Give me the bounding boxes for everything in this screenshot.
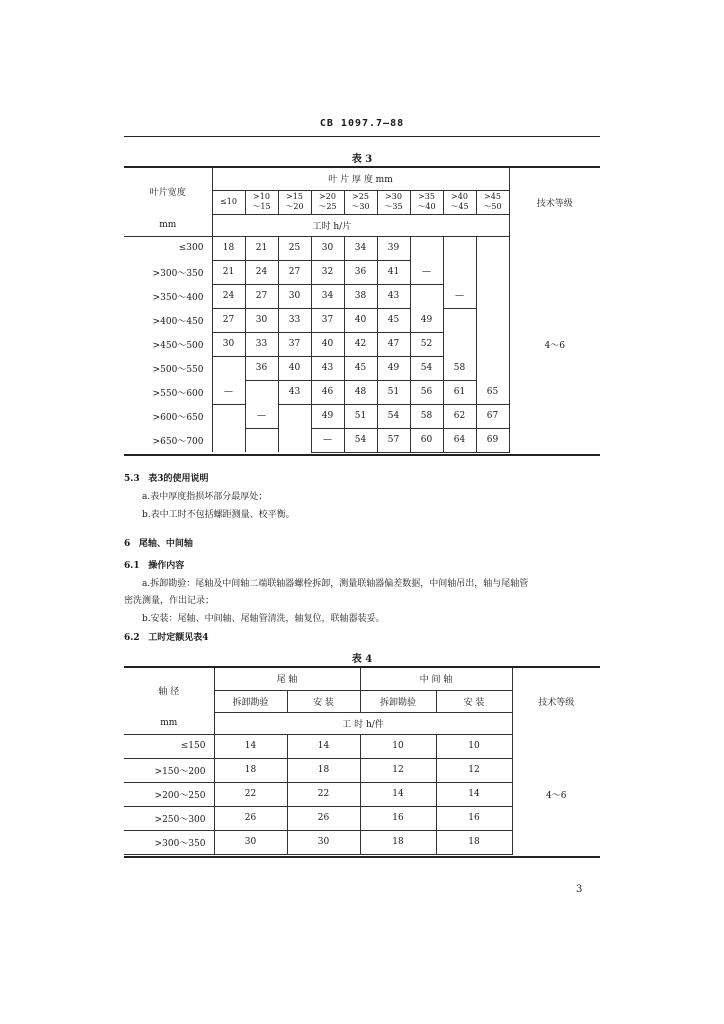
table3-grade-header: 技术等级 xyxy=(509,168,600,236)
table3-cell: 27 xyxy=(212,308,245,332)
section-5-3-heading xyxy=(124,471,209,484)
table3-col-header: >10 ～15 xyxy=(245,190,278,214)
table3 xyxy=(124,168,600,453)
table3-cell: — xyxy=(311,428,344,452)
table4-grade-header: 技术等级 xyxy=(512,668,600,734)
table4-cell: 22 xyxy=(214,782,287,806)
table3-cell: 30 xyxy=(245,308,278,332)
section-6-1-title: 操作内容 xyxy=(148,561,185,571)
table3-cell xyxy=(476,260,509,284)
table3-row-label: >550～600 xyxy=(152,388,204,399)
table4-grade-value: 4～6 xyxy=(512,734,600,854)
table3-cell xyxy=(476,308,509,332)
table3-cell: 52 xyxy=(410,332,443,356)
table4-cell: 10 xyxy=(360,734,436,758)
table3-cell: 43 xyxy=(311,356,344,380)
table3-cell: 61 xyxy=(443,380,476,404)
section-6-2-number: 6.2 xyxy=(124,633,140,643)
table3-cell: 51 xyxy=(377,380,410,404)
table4-cell: 26 xyxy=(214,806,287,830)
table3-cell: 36 xyxy=(245,356,278,380)
table4-sub-header: 拆卸勘验 xyxy=(360,690,436,712)
table3-cell: 54 xyxy=(344,428,377,452)
table3-cell: 27 xyxy=(278,260,311,284)
table3-cell: 27 xyxy=(245,284,278,308)
table3-row-label: >400～450 xyxy=(152,316,204,327)
table3-cell: 67 xyxy=(476,404,509,428)
table4-cell: 16 xyxy=(436,806,512,830)
table3-cell xyxy=(278,428,311,452)
table3-row-label: >350～400 xyxy=(152,292,204,303)
table3-cell xyxy=(212,356,245,380)
section-6-2-title: 工时定额见表4 xyxy=(148,633,209,643)
table3-cell: 69 xyxy=(476,428,509,452)
table4-sub-header: 安 装 xyxy=(287,690,360,712)
table3-cell xyxy=(443,260,476,284)
table3-cell: 46 xyxy=(311,380,344,404)
table3-cell: 38 xyxy=(344,284,377,308)
table3-cell: 21 xyxy=(245,236,278,260)
section-6-1-item-a-line1: a.拆卸勘验：尾轴及中间轴二端联轴器螺栓拆卸，测量联轴器偏差数据，中间轴吊出，轴与尾轴管 xyxy=(142,579,529,589)
table3-col-header: ≤10 xyxy=(212,190,245,214)
table3-cell: 48 xyxy=(344,380,377,404)
table3-cell: 64 xyxy=(443,428,476,452)
table3-cell xyxy=(443,236,476,260)
header-rule xyxy=(124,136,600,137)
table3-cell: 24 xyxy=(212,284,245,308)
table3-grade-value: 4～6 xyxy=(509,236,600,452)
table3-cell xyxy=(212,404,245,428)
table3-cell xyxy=(476,356,509,380)
table3-cell: 21 xyxy=(212,260,245,284)
table3-col-header: >20 ～25 xyxy=(311,190,344,214)
table3-cell: 40 xyxy=(311,332,344,356)
table4-unit-row: 工 时 h/件 xyxy=(214,712,512,734)
table3-bottom-rule xyxy=(124,454,600,456)
table4-cell: 12 xyxy=(360,758,436,782)
table3-cell: 42 xyxy=(344,332,377,356)
table4-group-tail-shaft: 尾 轴 xyxy=(214,668,360,690)
table4-cell: 18 xyxy=(436,830,512,854)
table3-cell: 49 xyxy=(377,356,410,380)
table4-cell: 18 xyxy=(360,830,436,854)
table3-row-label: >450～500 xyxy=(152,340,204,351)
table4-group-intermediate-shaft: 中 间 轴 xyxy=(360,668,512,690)
table4-cell: 14 xyxy=(287,734,360,758)
standard-code: CB 1097.7—88 xyxy=(319,118,405,129)
table4-cell: 10 xyxy=(436,734,512,758)
table3-cell: — xyxy=(443,284,476,308)
table4-cell: 14 xyxy=(360,782,436,806)
table3-row-label: >650～700 xyxy=(152,436,204,447)
table3-cell: 41 xyxy=(377,260,410,284)
table3-cell: 43 xyxy=(278,380,311,404)
table3-col-header: >45 ～50 xyxy=(476,190,509,214)
table3-cell xyxy=(278,404,311,428)
table3-cell: 57 xyxy=(377,428,410,452)
table3-row-header-unit: mm xyxy=(124,214,212,236)
table3-cell: 45 xyxy=(377,308,410,332)
section-6-1-number: 6.1 xyxy=(124,561,140,571)
section-6-1-item-b: b.安装：尾轴、中间轴、尾轴管清洗，轴复位，联轴器装妥。 xyxy=(142,614,385,624)
table3-cell: 18 xyxy=(212,236,245,260)
table3-cell: 40 xyxy=(344,308,377,332)
section-6-2-heading xyxy=(124,630,209,643)
table3-col-header: >40 ～45 xyxy=(443,190,476,214)
table4-cell: 12 xyxy=(436,758,512,782)
table4-row-label: >250～300 xyxy=(124,806,214,830)
table-row xyxy=(124,236,600,260)
section-5-3-title: 表3的使用说明 xyxy=(148,474,209,484)
table3-row-label: >300～350 xyxy=(152,268,204,279)
table3-col-header: >35 ～40 xyxy=(410,190,443,214)
table3-cell xyxy=(212,428,245,452)
table3-row-label: ≤300 xyxy=(178,243,204,254)
table-row xyxy=(124,734,600,758)
table4-row-label: ≤150 xyxy=(124,734,214,758)
table3-cell xyxy=(245,380,278,404)
table3-cell: 58 xyxy=(443,356,476,380)
table3-col-header: >25 ～30 xyxy=(344,190,377,214)
table3-cell: 49 xyxy=(311,404,344,428)
section-5-3-item-b: b.表中工时不包括螺距测量、校平衡。 xyxy=(142,510,295,520)
table4-cell: 30 xyxy=(214,830,287,854)
table3-cell xyxy=(476,236,509,260)
table3-cell: 49 xyxy=(410,308,443,332)
table3-cell: 58 xyxy=(410,404,443,428)
table3-cell: 33 xyxy=(278,308,311,332)
table3-cell: 32 xyxy=(311,260,344,284)
table3-cell: 24 xyxy=(245,260,278,284)
table3-cell xyxy=(476,332,509,356)
section-6-1-heading xyxy=(124,558,184,571)
table3-group-header: 叶 片 厚 度 mm xyxy=(212,168,509,190)
table3-cell: 37 xyxy=(278,332,311,356)
table3-title: 表 3 xyxy=(351,154,373,165)
table4-cell: 18 xyxy=(287,758,360,782)
table3-cell: 39 xyxy=(377,236,410,260)
table3-col-header: >15 ～20 xyxy=(278,190,311,214)
table4-cell: 22 xyxy=(287,782,360,806)
table4-cell: 30 xyxy=(287,830,360,854)
table3-cell xyxy=(410,236,443,260)
table3-unit-row: 工时 h/片 xyxy=(212,214,509,236)
table4-row-label: >300～350 xyxy=(124,830,214,854)
table3-cell xyxy=(476,284,509,308)
table3-cell: 60 xyxy=(410,428,443,452)
section-5-3-number: 5.3 xyxy=(124,474,140,484)
table3-cell: 51 xyxy=(344,404,377,428)
table4-row-label: >150～200 xyxy=(124,758,214,782)
table4-cell: 18 xyxy=(214,758,287,782)
table3-row-header: 叶片宽度 xyxy=(149,187,186,198)
table4-cell: 14 xyxy=(436,782,512,806)
table3-row-label: >600～650 xyxy=(152,412,204,423)
table3-cell: — xyxy=(212,380,245,404)
section-6-number: 6 xyxy=(124,539,131,549)
section-6-heading xyxy=(124,536,193,549)
table3-cell: 34 xyxy=(344,236,377,260)
table4-row-header: 轴 径 xyxy=(158,686,180,697)
section-5-3-item-a: a.表中厚度指损坏部分最厚处； xyxy=(142,492,268,502)
table3-cell xyxy=(443,308,476,332)
table3-cell: 40 xyxy=(278,356,311,380)
table3-cell: 65 xyxy=(476,380,509,404)
table3-cell: 56 xyxy=(410,380,443,404)
table4-row-header-unit: mm xyxy=(124,712,214,734)
section-6-1-item-a-line2: 密洗测量，作出记录； xyxy=(124,596,215,606)
table4-cell: 16 xyxy=(360,806,436,830)
table3-cell: 54 xyxy=(377,404,410,428)
table3-cell xyxy=(410,284,443,308)
table3-cell: 45 xyxy=(344,356,377,380)
page-number: 3 xyxy=(576,884,583,895)
table3-cell: 30 xyxy=(311,236,344,260)
table3-col-header: >30 ～35 xyxy=(377,190,410,214)
table4-bottom-rule xyxy=(124,856,600,858)
table4-title: 表 4 xyxy=(351,654,373,665)
table3-cell: 36 xyxy=(344,260,377,284)
table4-sub-header: 拆卸勘验 xyxy=(214,690,287,712)
table3-cell: 30 xyxy=(278,284,311,308)
table3-cell: 37 xyxy=(311,308,344,332)
table3-cell: — xyxy=(410,260,443,284)
table3-cell: 34 xyxy=(311,284,344,308)
table3-cell: 33 xyxy=(245,332,278,356)
table3-cell: 43 xyxy=(377,284,410,308)
table4-cell: 26 xyxy=(287,806,360,830)
table3-cell xyxy=(443,332,476,356)
table4 xyxy=(124,668,600,855)
section-6-title: 尾轴、中间轴 xyxy=(138,539,193,549)
table3-cell xyxy=(245,428,278,452)
table3-row-label: >500～550 xyxy=(152,364,204,375)
table4-row-label: >200～250 xyxy=(124,782,214,806)
table3-cell: 25 xyxy=(278,236,311,260)
table3-cell: 62 xyxy=(443,404,476,428)
table3-cell: 47 xyxy=(377,332,410,356)
table4-cell: 14 xyxy=(214,734,287,758)
table3-cell: 54 xyxy=(410,356,443,380)
table3-cell: — xyxy=(245,404,278,428)
table4-sub-header: 安 装 xyxy=(436,690,512,712)
table3-cell: 30 xyxy=(212,332,245,356)
